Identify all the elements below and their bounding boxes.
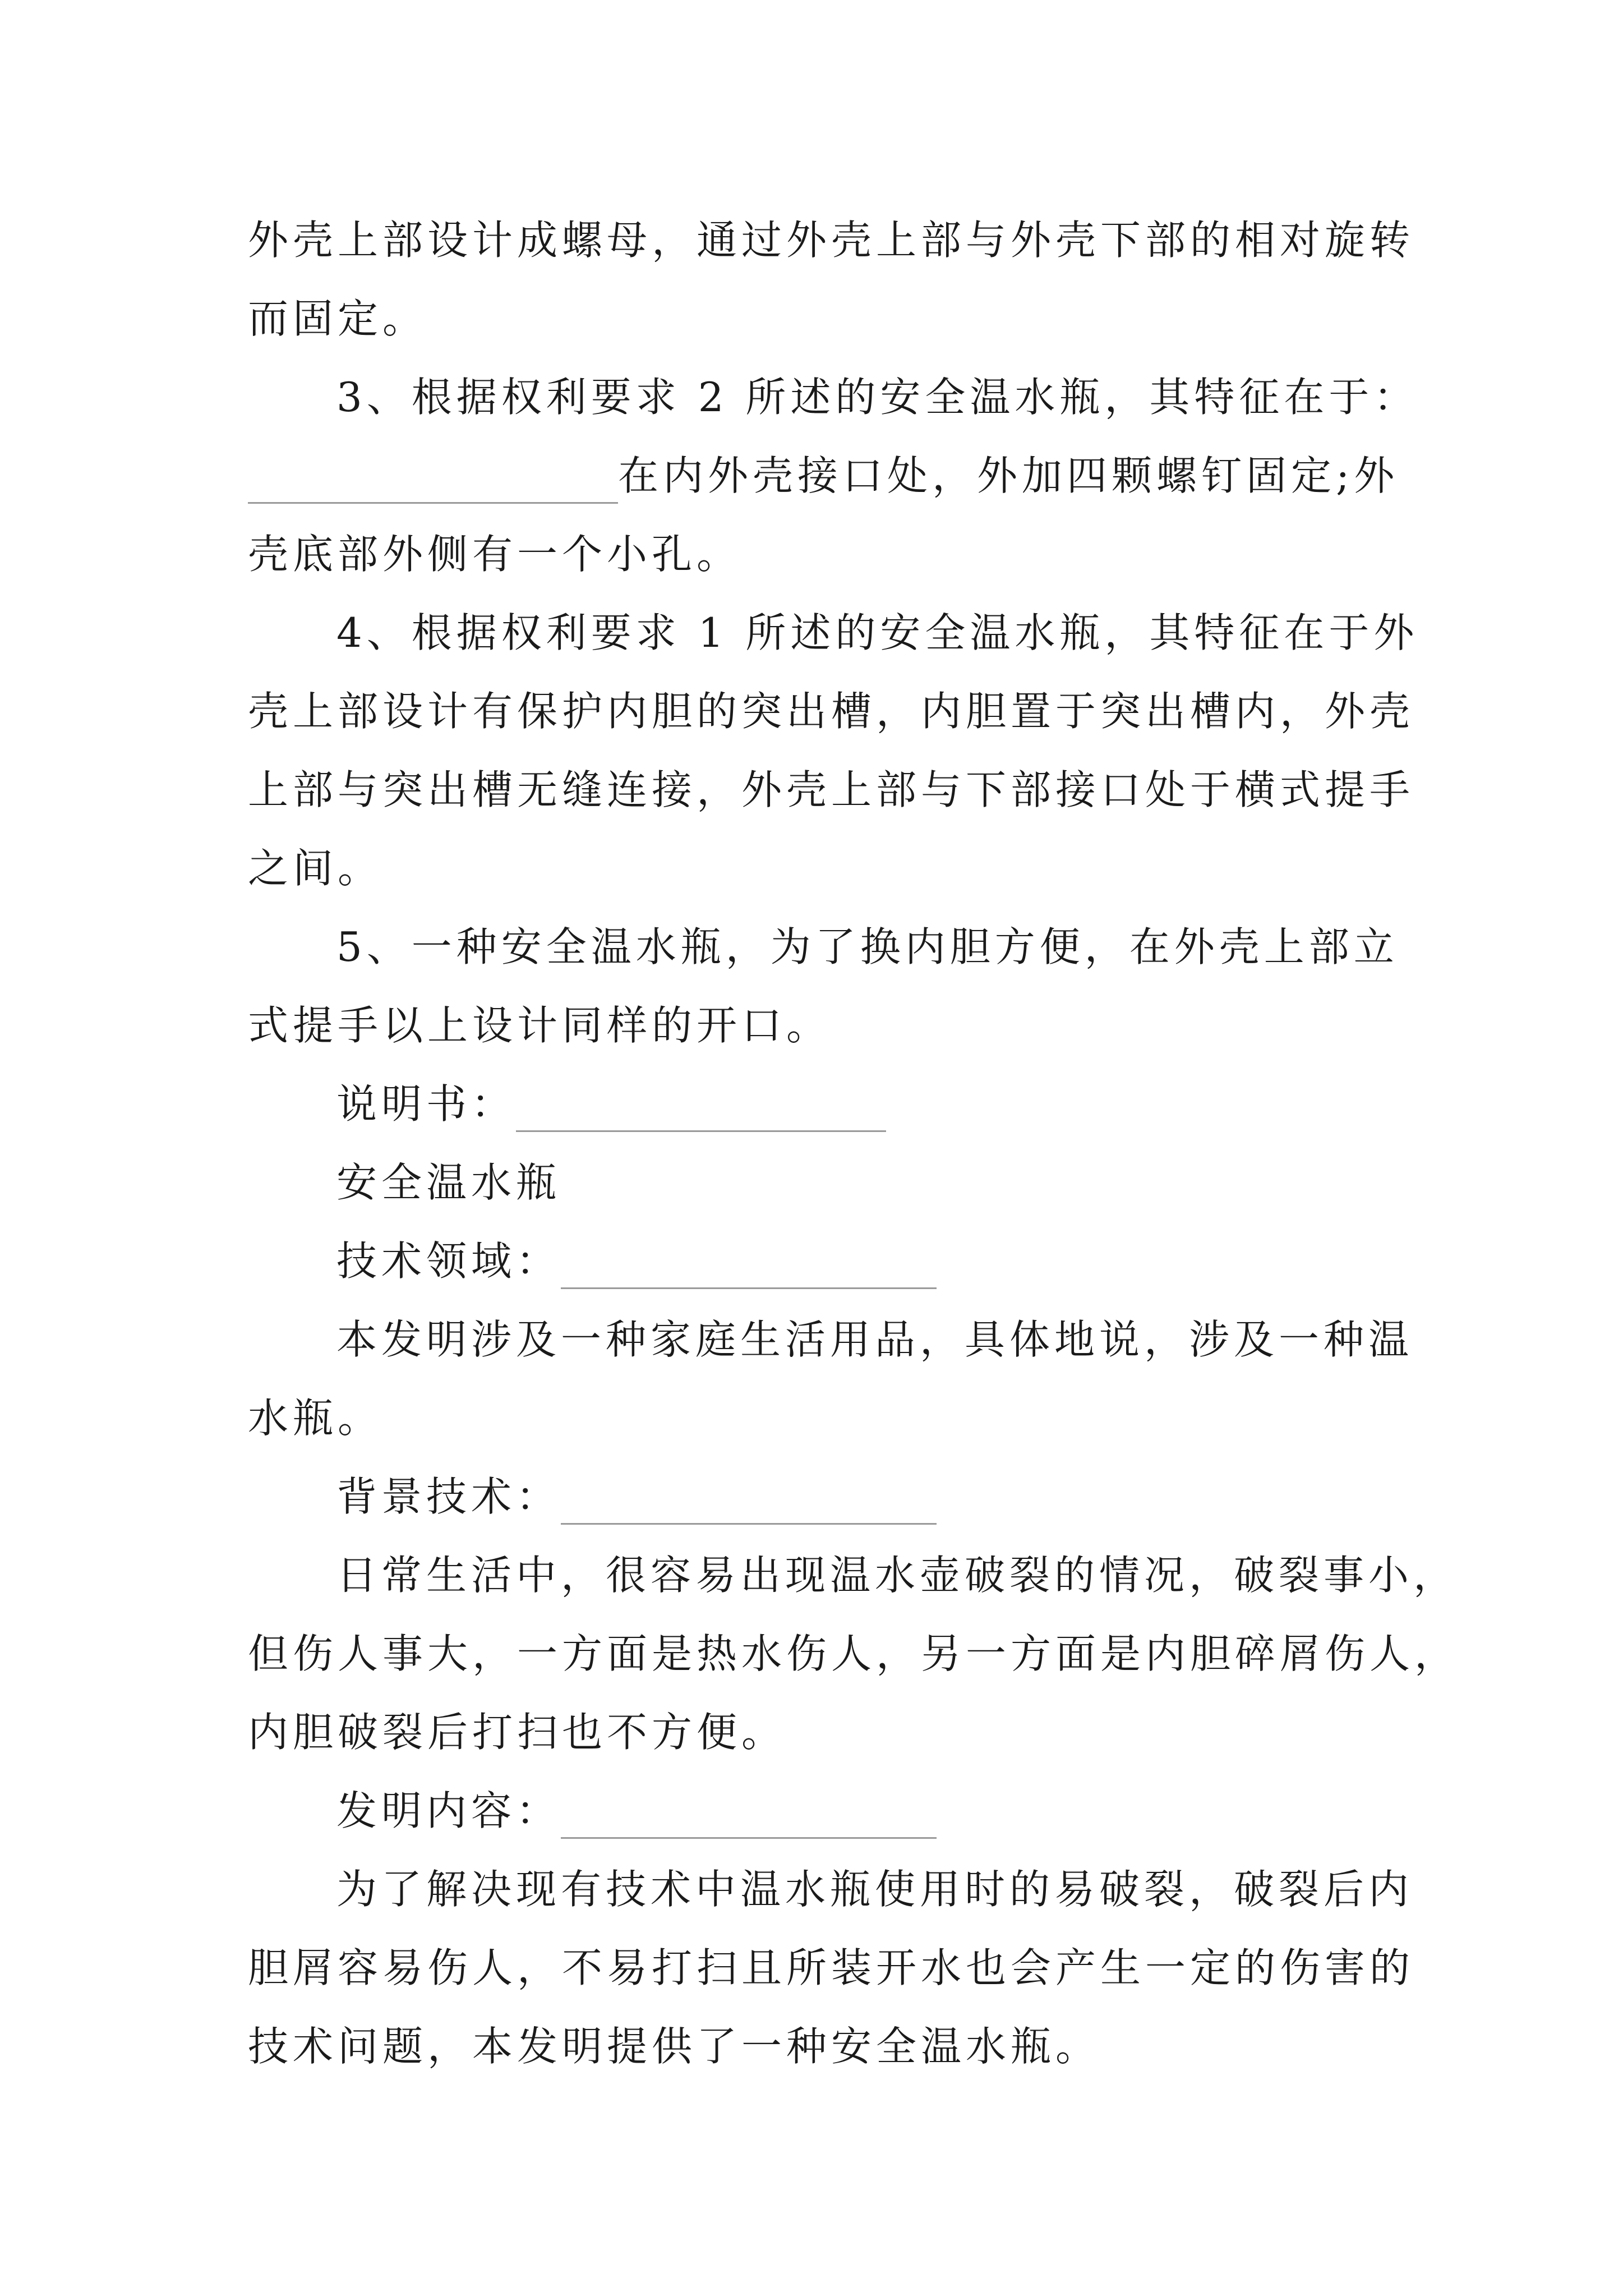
text-line [248,762,1414,818]
text-line [248,683,1414,739]
section-heading-background [336,1469,937,1525]
fill-in-blank [248,463,618,504]
section-heading-technical-field [336,1233,937,1289]
text-line [248,2018,1100,2074]
fill-in-blank [561,1798,937,1839]
section-heading-description [336,1076,886,1132]
text-line [248,1704,786,1760]
title-text: 安全温水瓶 [336,1159,561,1206]
heading-text: 说明书： [336,1080,517,1128]
text-line [248,1940,1414,1996]
line-text: 之间。 [248,845,383,892]
text-line [248,840,382,896]
fill-in-blank [561,1248,937,1289]
section-heading-summary [336,1783,937,1839]
line-text: 内胆破裂后打扫也不方便。 [248,1709,787,1756]
line-text: 在内外壳接口处，外加四颗螺钉固定;外 [618,452,1399,499]
line-text: 4、根据权利要求 1 所述的安全温水瓶，其特征在于外 [336,609,1419,656]
line-text: 胆屑容易伤人，不易打扫且所装开水也会产生一定的伤害的 [248,1944,1415,1991]
claim-3-line [336,369,1418,425]
text-line [248,212,1414,268]
text-line [248,1390,382,1446]
line-text: 3、根据权利要求 2 所述的安全温水瓶，其特征在于： [336,374,1419,421]
text-line [336,1547,1458,1603]
heading-text: 技术领域： [336,1237,561,1285]
line-text: 上部与突出槽无缝连接，外壳上部与下部接口处于横式提手 [248,766,1415,813]
line-text: 本发明涉及一种家庭生活用品，具体地说，涉及一种温 [336,1316,1414,1363]
line-text: 外壳上部设计成螺母，通过外壳上部与外壳下部的相对旋转 [248,217,1415,264]
claim-4-line [336,605,1418,661]
line-text: 水瓶。 [248,1395,383,1442]
text-line [248,1626,1459,1682]
line-text: 但伤人事大，一方面是热水伤人，另一方面是内胆碎屑伤人， [248,1630,1460,1677]
line-text: 而固定。 [248,295,428,342]
fill-in-blank [561,1484,937,1525]
text-line [248,526,741,582]
invention-title [336,1154,561,1211]
text-line [248,291,427,347]
heading-text: 背景技术： [336,1473,561,1520]
line-text: 式提手以上设计同样的开口。 [248,1002,832,1049]
text-line [248,997,831,1053]
claim-5-line [336,919,1399,975]
line-text: 技术问题，本发明提供了一种安全温水瓶。 [248,2023,1101,2070]
heading-text: 发明内容： [336,1787,561,1834]
line-text: 壳底部外侧有一个小孔。 [248,531,742,578]
text-line [336,1312,1413,1368]
line-text: 壳上部设计有保护内胆的突出槽，内胆置于突出槽内，外壳 [248,688,1415,735]
line-text: 日常生活中，很容易出现温水壶破裂的情况，破裂事小， [336,1552,1459,1599]
line-text: 5、一种安全温水瓶，为了换内胆方便，在外壳上部立 [336,923,1399,970]
line-text: 为了解决现有技术中温水瓶使用时的易破裂，破裂后内 [336,1866,1414,1913]
text-line [336,1861,1413,1917]
text-line-with-blank [248,448,1399,504]
fill-in-blank [516,1091,886,1132]
